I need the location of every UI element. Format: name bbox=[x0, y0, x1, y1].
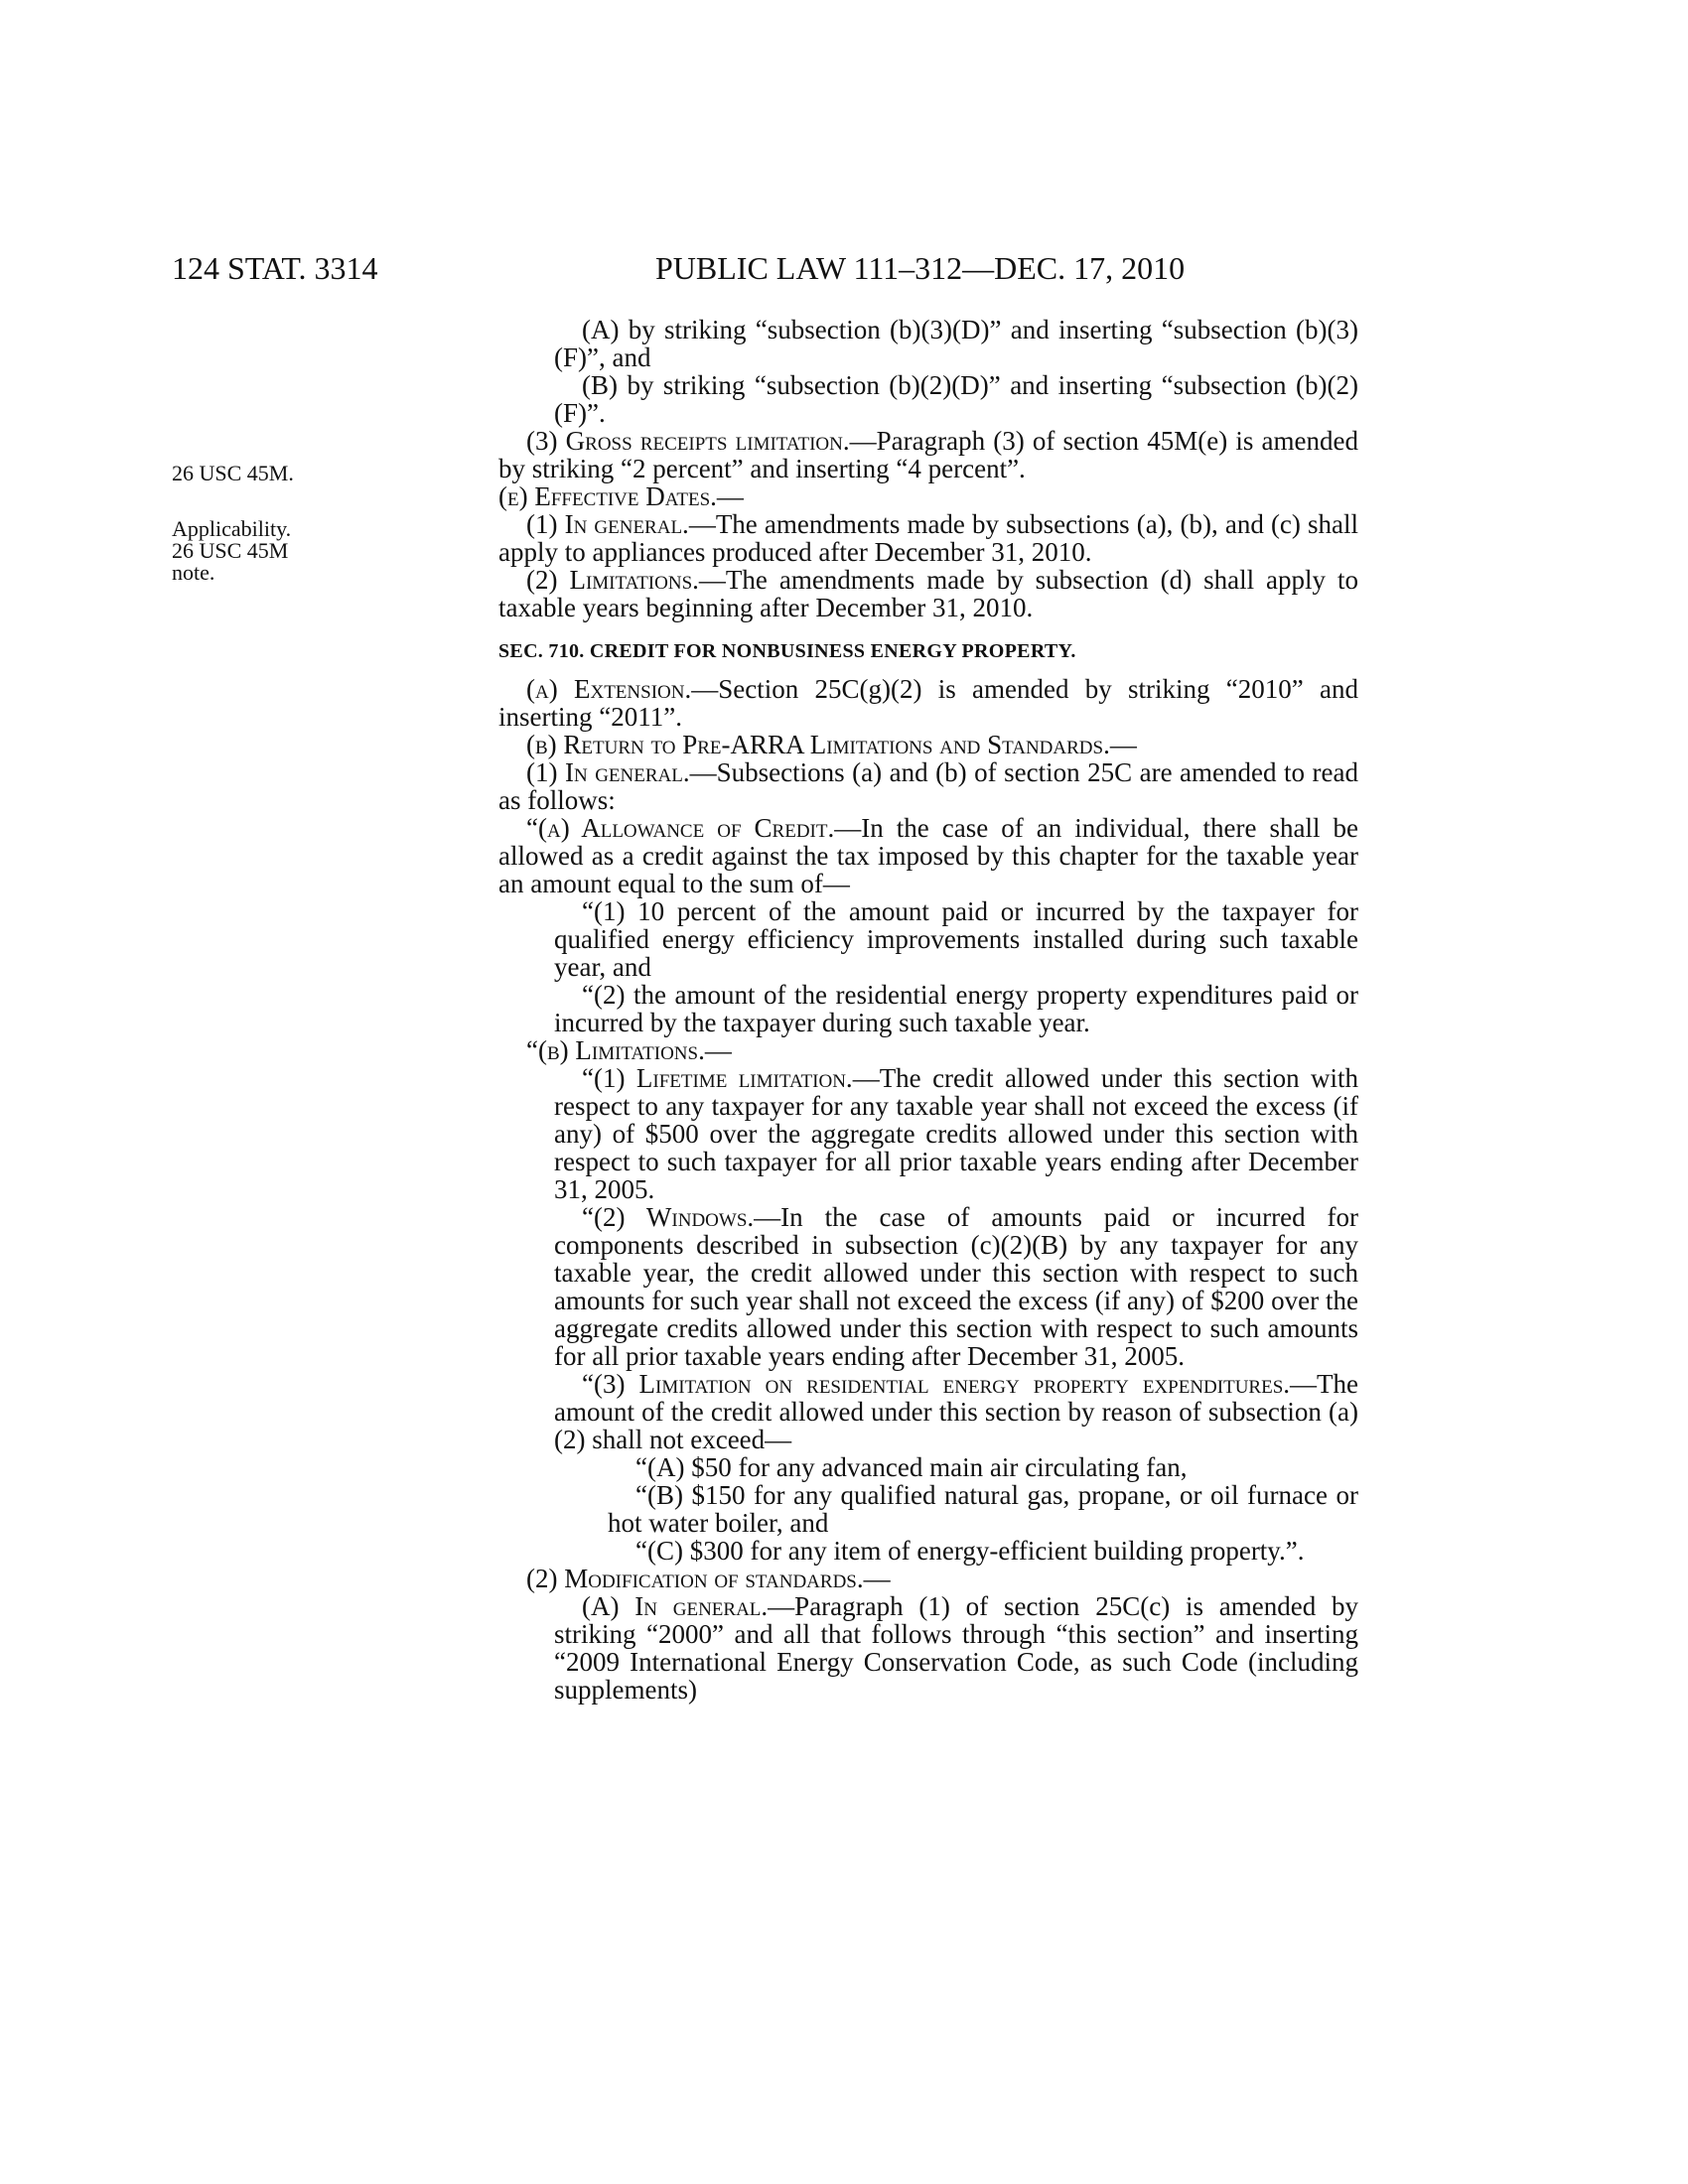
paragraph-text: — bbox=[1109, 730, 1137, 759]
paragraph-text: —In the case of amounts paid or incurred for components described in subsection (c)(2)(B) by any taxpayer for any taxable year, the credit allowed under this section with respect to such amounts for such year shall not exceed the excess (if any) of $200 over the aggregate credits allowed under this section with respect to such amounts for all prior taxable years ending after December 31, 2005. bbox=[554, 1202, 1359, 1371]
paragraph-text: —The amendments made by subsections (a), (b), and (c) shall apply to appliances produced after December 31, 2010. bbox=[498, 509, 1359, 567]
paragraph-text: — bbox=[716, 481, 744, 511]
paragraph-text: —Paragraph (3) of section 45M(e) is amended by striking “2 percent” and inserting “4 percent”. bbox=[498, 426, 1358, 483]
page-citation: 124 STAT. 3314 bbox=[172, 250, 378, 286]
paragraph-text: —In the case of an individual, there shall be allowed as a credit against the tax imposed by this chapter for the taxable year an amount equal to the sum of— bbox=[498, 813, 1358, 898]
paragraph-heading: (2) Modification of standards. bbox=[526, 1564, 864, 1593]
paragraph-heading: (e) Effective Dates. bbox=[498, 481, 717, 511]
paragraph-heading: (2) Limitations. bbox=[526, 565, 699, 595]
paragraph-text: — bbox=[863, 1564, 891, 1593]
paragraph-heading: “(3) Limitation on residential energy property expenditures. bbox=[582, 1369, 1291, 1399]
paragraph-heading: “(a) Allowance of Credit. bbox=[526, 813, 835, 843]
paragraph-heading: “(1) Lifetime limitation. bbox=[582, 1063, 853, 1093]
paragraph-heading: (1) In general. bbox=[526, 509, 689, 539]
paragraph-text: —The amount of the credit allowed under this section by reason of subsection (a)(2) shall not exceed— bbox=[554, 1369, 1358, 1454]
paragraph-heading: (a) Extension. bbox=[526, 674, 692, 704]
paragraph bbox=[498, 675, 1358, 731]
paragraph bbox=[498, 566, 1358, 621]
paragraph bbox=[498, 510, 1358, 566]
paragraph-text: —Paragraph (1) of section 25C(c) is amended by striking “2000” and all that follows through “this section” and inserting “2009 International Energy Conservation Code, as such Code (including supplements) bbox=[554, 1591, 1358, 1705]
paragraph-heading: (b) Return to Pre-ARRA Limitations and Standards. bbox=[526, 730, 1110, 759]
paragraph bbox=[498, 427, 1358, 482]
paragraph-heading: (3) Gross receipts limitation. bbox=[526, 426, 850, 456]
paragraph bbox=[498, 1064, 1358, 1203]
paragraph-text: —Subsections (a) and (b) of section 25C are amended to read as follows: bbox=[498, 757, 1358, 815]
statute-body bbox=[498, 316, 1358, 1704]
paragraph-heading: (A) In general. bbox=[582, 1591, 769, 1621]
paragraph: (A) by striking “subsection (b)(3)(D)” and inserting “subsection (b)(3)(F)”, and bbox=[554, 315, 1358, 372]
paragraph bbox=[498, 814, 1358, 897]
margin-note-citation: 26 USC 45M. bbox=[172, 461, 294, 485]
paragraph bbox=[471, 758, 1358, 814]
paragraph: “(2) the amount of the residential energy property expenditures paid or incurred by the taxpayer during such taxable year. bbox=[554, 980, 1358, 1037]
section-title: SEC. 710. CREDIT FOR NONBUSINESS ENERGY PROPERTY. bbox=[498, 640, 1076, 662]
paragraph: (B) by striking “subsection (b)(2)(D)” and inserting “subsection (b)(2)(F)”. bbox=[554, 370, 1358, 428]
margin-note-line: Applicability. bbox=[172, 516, 292, 541]
paragraph-heading: (1) In general. bbox=[526, 757, 690, 787]
paragraph: “(B) $150 for any qualified natural gas, propane, or oil furnace or hot water boiler, and bbox=[608, 1480, 1358, 1538]
margin-note-applicability bbox=[172, 518, 291, 584]
paragraph bbox=[498, 1036, 1358, 1064]
paragraph bbox=[498, 1370, 1358, 1453]
paragraph bbox=[498, 1592, 1358, 1704]
paragraph: “(C) $300 for any item of energy-efficient building property.”. bbox=[635, 1536, 1305, 1566]
paragraph bbox=[498, 482, 1358, 510]
paragraph-text: —The credit allowed under this section with respect to any taxpayer for any taxable year shall not exceed the excess (if any) of $500 over the aggregate credits allowed under this section with respect to such taxpayer for all prior taxable years ending after December 31, 2005. bbox=[554, 1063, 1358, 1204]
paragraph-text: —The amendments made by subsection (d) shall apply to taxable years beginning after December 31, 2010. bbox=[498, 565, 1358, 622]
running-header: PUBLIC LAW 111–312—DEC. 17, 2010 bbox=[655, 250, 1186, 286]
paragraph: “(A) $50 for any advanced main air circulating fan, bbox=[635, 1452, 1188, 1482]
paragraph-heading: “(2) Windows. bbox=[582, 1202, 755, 1232]
margin-note-line: 26 USC 45M bbox=[172, 538, 289, 563]
paragraph bbox=[498, 1565, 1358, 1592]
paragraph-heading: “(b) Limitations. bbox=[526, 1035, 705, 1065]
paragraph bbox=[498, 731, 1358, 758]
paragraph-text: — bbox=[704, 1035, 732, 1065]
margin-note-line: note. bbox=[172, 560, 215, 585]
paragraph-text: —Section 25C(g)(2) is amended by striking “2010” and inserting “2011”. bbox=[498, 674, 1358, 732]
paragraph: “(1) 10 percent of the amount paid or incurred by the taxpayer for qualified energy efficiency improvements installed during such taxable year, and bbox=[554, 896, 1358, 982]
paragraph bbox=[498, 1203, 1358, 1370]
